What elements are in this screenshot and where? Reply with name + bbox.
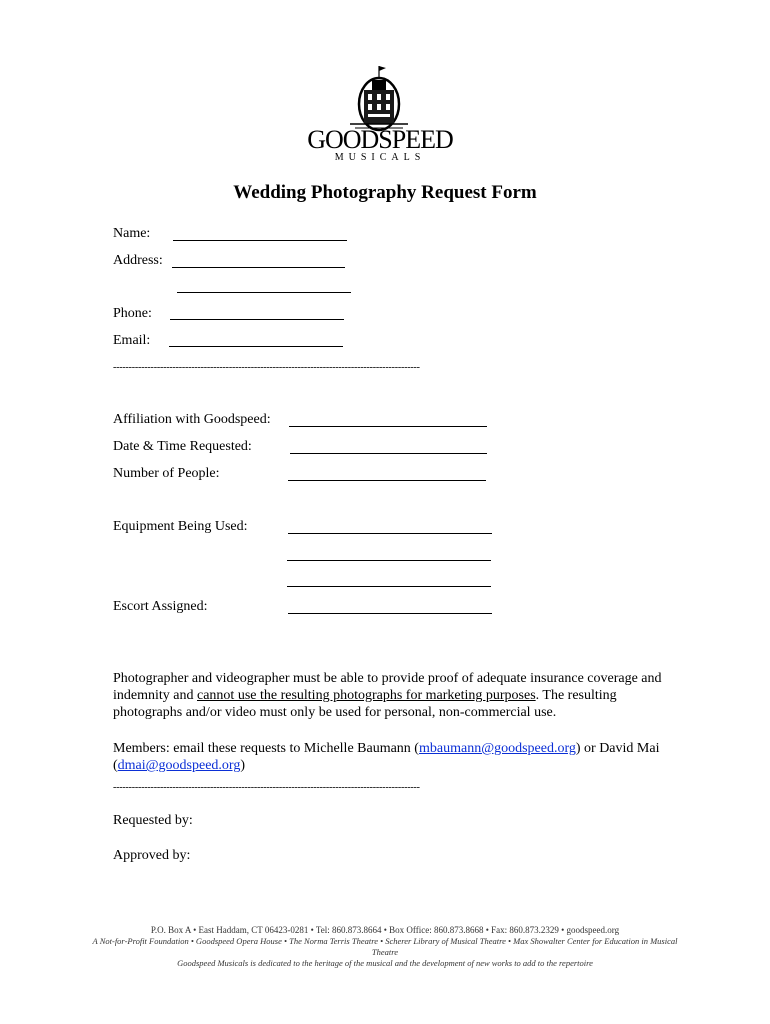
- insurance-notice: [113, 670, 673, 722]
- email-link-dmai[interactable]: dmai@goodspeed.org: [117, 758, 241, 774]
- escort-field[interactable]: [288, 613, 492, 614]
- page-title: Wedding Photography Request Form: [233, 182, 537, 203]
- requested-by-label: Requested by:: [113, 813, 193, 828]
- notice-text-start: Photographer and videographer must be able to provide proof of adequate insurance coverage and indemnity and: [113, 671, 662, 704]
- brand-main: GOODSPEED: [307, 125, 453, 154]
- footer-address: P.O. Box A • East Haddam, CT 06423-0281 • Tel: 860.873.8664 • Box Office: 860.873.8668 • Fax: 860.873.2329 • goodspeed.org: [150, 925, 620, 935]
- email-link-mbaumann[interactable]: mbaumann@goodspeed.org: [418, 741, 576, 756]
- members-text-end: ): [240, 758, 246, 774]
- marketing-restriction: cannot use the resulting photographs for marketing purposes: [197, 688, 536, 704]
- equipment-field-line2[interactable]: [287, 560, 491, 561]
- goodspeed-logo: [300, 62, 470, 167]
- affiliation-field[interactable]: [289, 426, 487, 427]
- equipment-field-line1[interactable]: [288, 533, 492, 534]
- address-label: Address:: [113, 253, 163, 268]
- email-label: Email:: [113, 333, 151, 348]
- members-text-mid: ) or David Mai (: [113, 741, 660, 774]
- opera-house-logo-icon: [300, 62, 470, 134]
- separator-bottom: --------------------------------------------------------------------------------------------------: [113, 782, 420, 793]
- members-text-start: Members: email these requests to Michelle Baumann (: [113, 741, 419, 756]
- separator-top: --------------------------------------------------------------------------------------------------: [113, 362, 420, 373]
- phone-label: Phone:: [113, 306, 152, 321]
- date-time-field[interactable]: [290, 453, 487, 454]
- date-time-label: Date & Time Requested:: [113, 439, 252, 454]
- phone-field[interactable]: [170, 319, 344, 320]
- approved-by-label: Approved by:: [113, 848, 191, 863]
- email-field[interactable]: [169, 346, 343, 347]
- members-notice: [113, 740, 673, 774]
- people-field[interactable]: [288, 480, 486, 481]
- people-label: Number of People:: [113, 466, 220, 481]
- brand-sub: MUSICALS: [334, 152, 426, 163]
- affiliation-label: Affiliation with Goodspeed:: [113, 412, 271, 427]
- footer-mission: Goodspeed Musicals is dedicated to the heritage of the musical and the development of new works to add to the repertoire: [177, 958, 593, 968]
- name-field[interactable]: [173, 240, 347, 241]
- notice-text-end: . The resulting photographs and/or video must only be used for personal, non-commercial use.: [113, 688, 617, 721]
- name-label: Name:: [113, 226, 151, 241]
- address-field-line1[interactable]: [172, 267, 345, 268]
- escort-label: Escort Assigned:: [113, 599, 208, 614]
- equipment-field-line3[interactable]: [287, 586, 491, 587]
- footer-venues: A Not-for-Profit Foundation • Goodspeed Opera House • The Norma Terris Theatre • Scherer Library of Musical Theatre • Max Showalter Center for Education in Musical Theatre: [92, 936, 678, 957]
- address-field-line2[interactable]: [177, 292, 351, 293]
- equipment-label: Equipment Being Used:: [113, 519, 248, 534]
- footer: [90, 925, 680, 969]
